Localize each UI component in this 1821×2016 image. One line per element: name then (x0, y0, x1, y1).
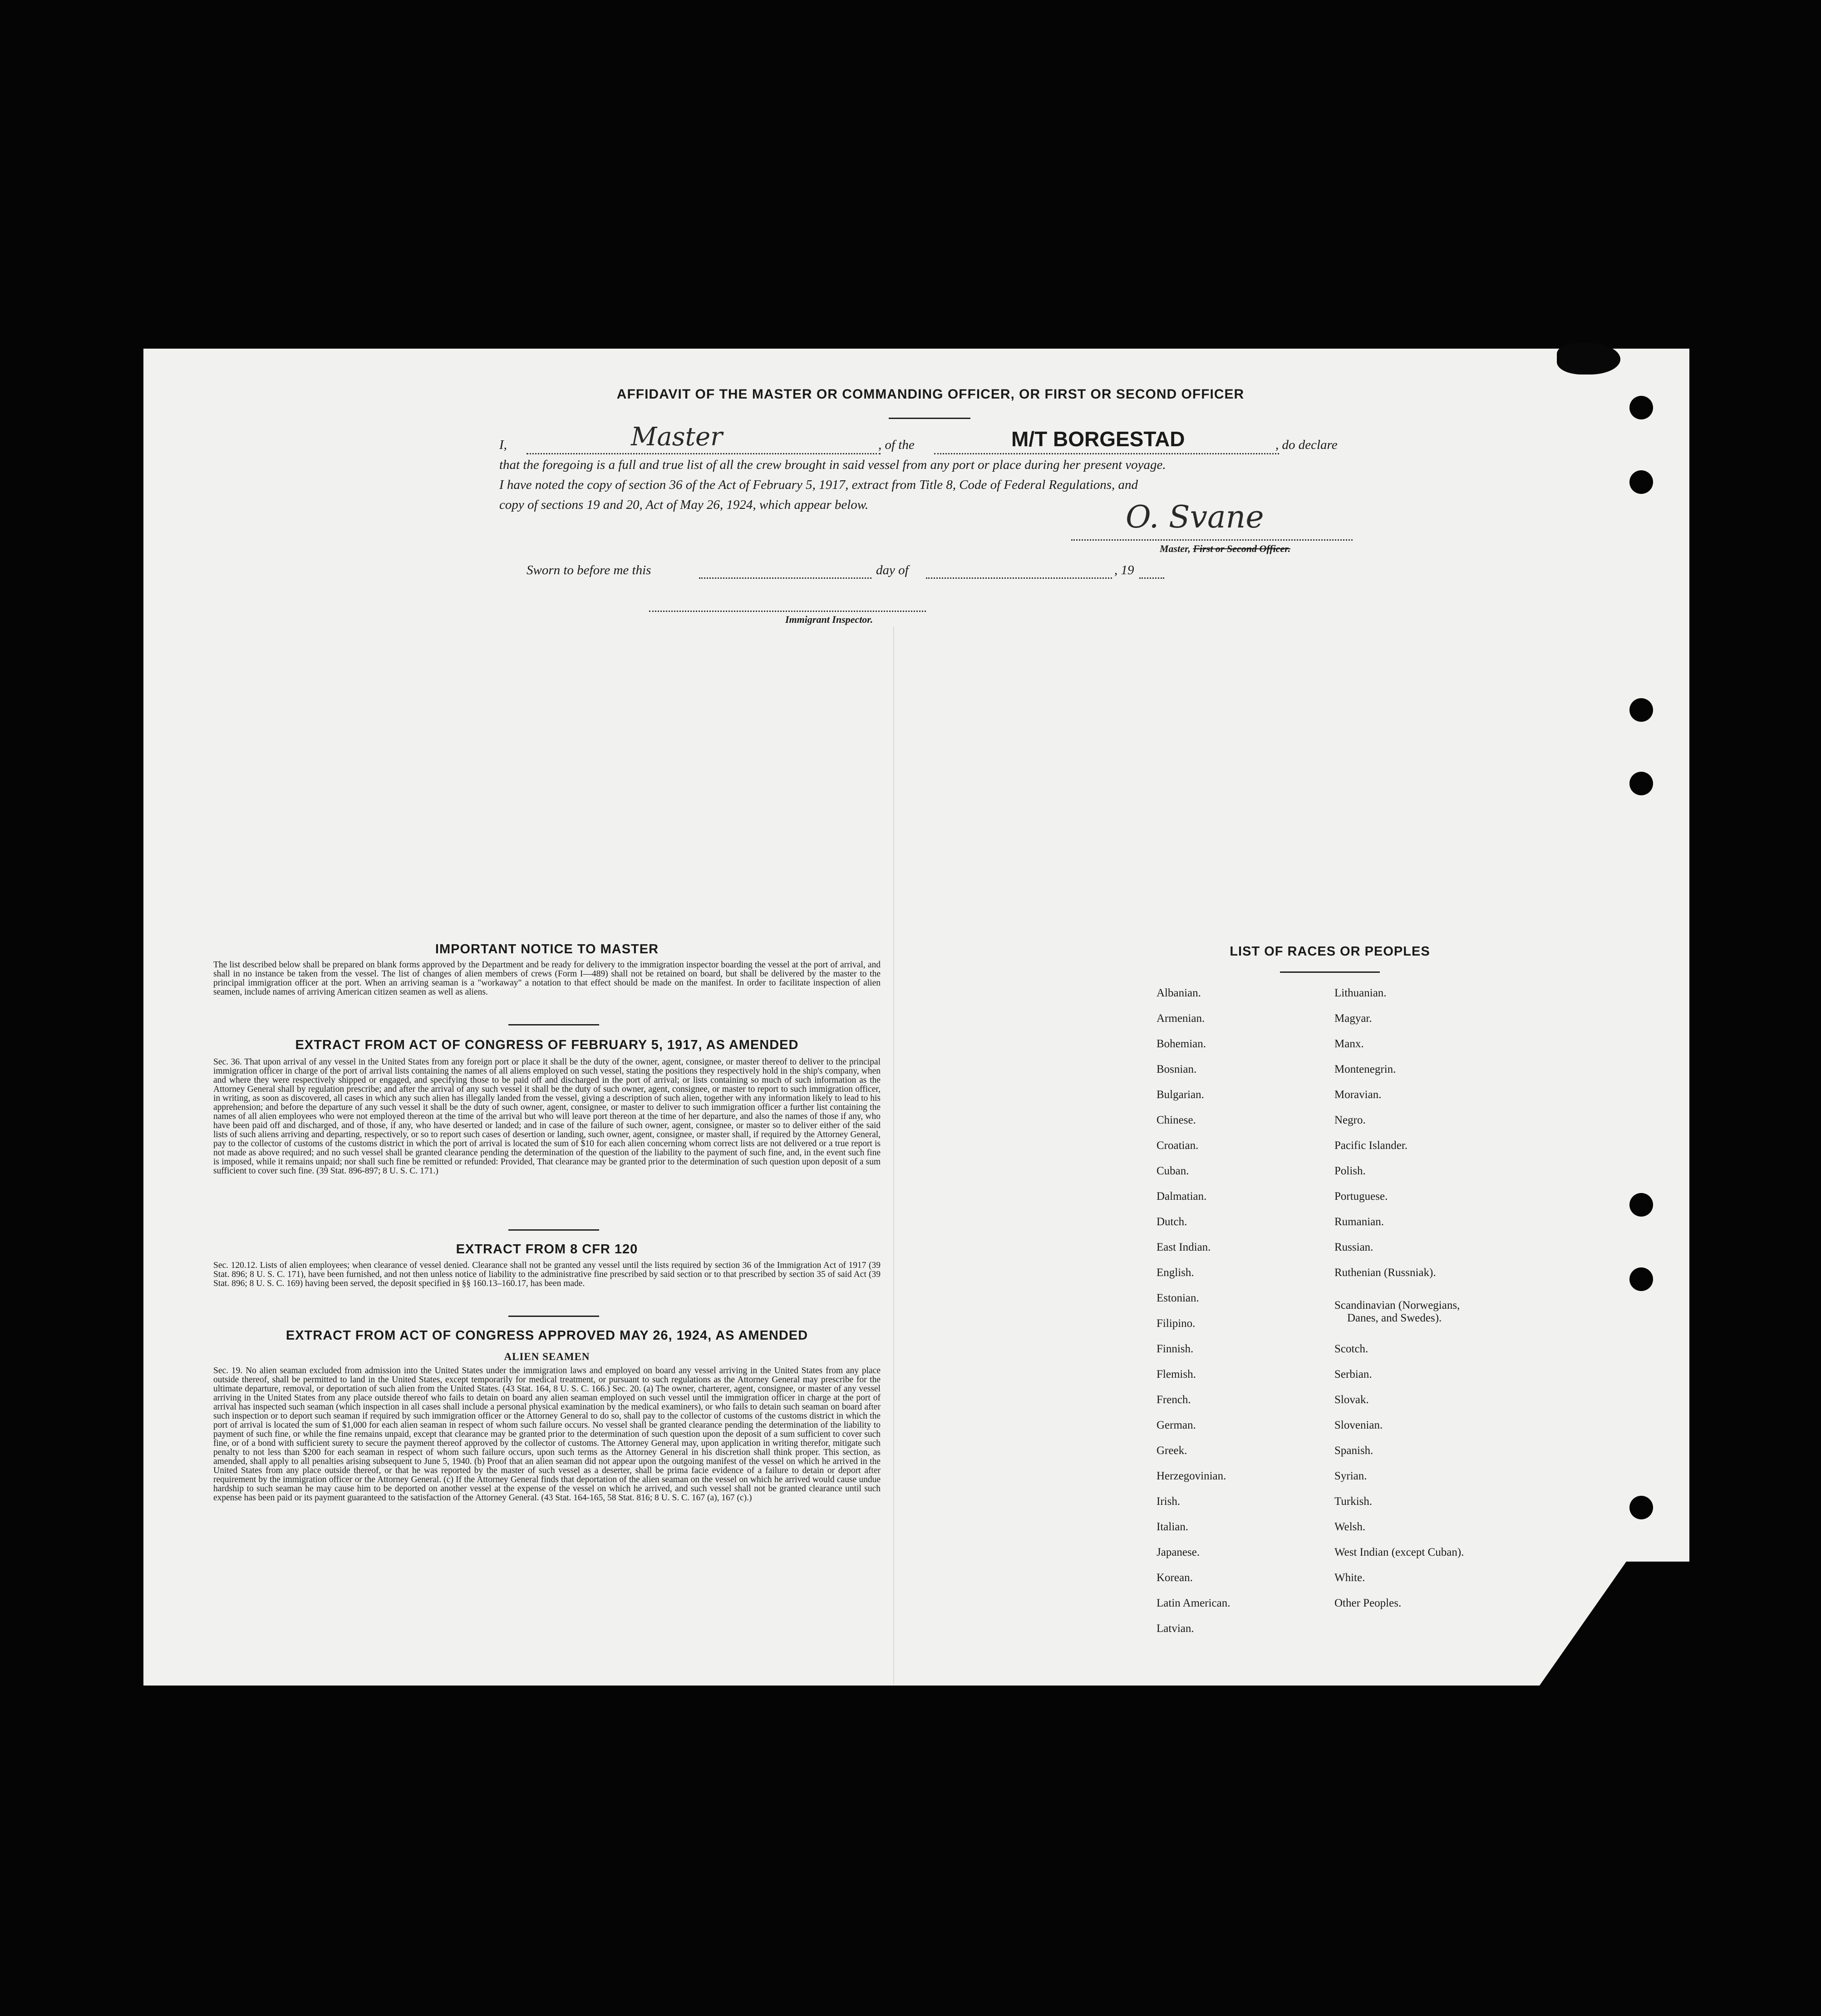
center-fold (893, 626, 894, 1684)
race-item: Montenegrin. (1334, 1063, 1396, 1075)
inspector-label: Immigrant Inspector. (785, 614, 873, 625)
race-item: Moravian. (1334, 1089, 1382, 1101)
divider (508, 1229, 599, 1231)
race-item: Russian. (1334, 1241, 1373, 1253)
race-item: Slovenian. (1334, 1419, 1383, 1431)
race-item: Syrian. (1334, 1470, 1367, 1482)
affidavit-title: AFFIDAVIT OF THE MASTER OR COMMANDING OFFICER, OR FIRST OR SECOND OFFICER (616, 387, 1245, 402)
race-item: Latin American. (1157, 1597, 1230, 1609)
race-item: Latvian. (1157, 1622, 1194, 1635)
affidavit-line-2: that the foregoing is a full and true list of all the crew brought in said vessel from any port or place during her present voyage. (499, 458, 1166, 472)
race-item: Italian. (1157, 1521, 1189, 1533)
divider (889, 418, 970, 419)
punch-hole (1629, 1570, 1653, 1593)
signature-caption (1160, 543, 1290, 555)
race-item: Greek. (1157, 1444, 1187, 1457)
race-item: Other Peoples. (1334, 1597, 1402, 1609)
race-item: Pacific Islander. (1334, 1139, 1408, 1152)
master-signature: O. Svane (1126, 499, 1264, 535)
name-line (527, 453, 881, 454)
race-item: White. (1334, 1572, 1365, 1584)
race-item: Herzegovinian. (1157, 1470, 1226, 1482)
cfr-body: Sec. 120.12. Lists of alien employees; when clearance of vessel denied. Clearance shall not be granted any vessel until the lists required by section 36 of the Immigration Act of 1917 (39 Stat. 896; 8 U. S. C. 171), have been furnished, and not then unless notice of liability to the administrative fine prescribed by said section or to that prescribed by section 35 of said Act (39 Stat. 896; 8 U. S. C. 169) having been served, the deposit specified in §§ 160.13–160.17, has been made. (213, 1261, 881, 1288)
vessel-name-stamp: M/T BORGESTAD (1011, 427, 1185, 451)
affidavit-i: I, (499, 438, 507, 452)
handwritten-master: Master (631, 422, 723, 452)
race-item: Welsh. (1334, 1521, 1366, 1533)
divider (508, 1024, 599, 1025)
notice-title: IMPORTANT NOTICE TO MASTER (435, 942, 659, 956)
notice-body: The list described below shall be prepared on blank forms approved by the Department and be ready for delivery to the immigration inspector boarding the vessel at the port of arrival, and shall in no instance be taken from the vessel. The list of changes of alien members of crews (Form I—489) shall not be retained on board, but shall be delivered by the master to the principal immigration officer at the port. When an arriving seaman is a "workaway" a notation to that effect should be made on the manifest. In order to facilitate inspection of alien seamen, include names of arriving American citizen seamen as well as aliens. (213, 960, 881, 997)
month-line (926, 577, 1112, 579)
race-item: Magyar. (1334, 1012, 1372, 1025)
race-item: Scandinavian (Norwegians, (1334, 1299, 1460, 1311)
vessel-line (934, 453, 1279, 454)
race-item: Irish. (1157, 1495, 1181, 1508)
punch-hole (1629, 698, 1653, 722)
year-line (1139, 577, 1164, 579)
extract-1924-title: EXTRACT FROM ACT OF CONGRESS APPROVED MAY 26, 1924, AS AMENDED (285, 1328, 808, 1343)
race-item: Dalmatian. (1157, 1190, 1207, 1203)
affidavit-line-4: copy of sections 19 and 20, Act of May 26, 1924, which appear below. (499, 498, 869, 512)
inspector-line (649, 611, 926, 612)
sig-label-struck: First or Second Officer. (1193, 543, 1291, 554)
extract-1924-body: Sec. 19. No alien seaman excluded from admission into the United States under the immigration laws and employed on board any vessel arriving in the United States from any place outside thereof, shall be permitted to land in the United States, except temporarily for medical treatment, or pursuant to such regulations as the Attorney General may prescribe for the ultimate departure, removal, or deportation of such alien from the United States. (43 Stat. 164, 8 U. S. C. 166.) Sec. 20. (a) The owner, charterer, agent, consignee, or master of any vessel arriving in the United States from any place outside thereof who fails to detain on board any alien seaman employed on such vessel until the immigration officer in charge at the port of arrival has inspected such seaman (which inspection in all cases shall include a personal physical examination by the medical examiners), or who fails to detain such seaman on board after such inspection or to deport such seaman if required by such immigration officer or the Attorney General to do so, shall pay to the collector of customs of the customs district in which the port of arrival is located the sum of $1,000 for each alien seaman in respect of whom such failure occurs. No vessel shall be granted clearance pending the determination of the liability to payment of such fine, or while the fine remains unpaid, except that clearance may be granted prior to the determination of such question upon the deposit of a sum sufficient to cover such fine, or of a bond with sufficient surety to secure the payment thereof approved by the collector of customs. The Attorney General may, upon application in writing therefor, mitigate such penalty to not less than $200 for each seaman in respect of whom such failure occurs, upon such terms as the Attorney General in his discretion shall think proper. This section, as amended, shall apply to all penalties arising subsequent to June 5, 1940. (b) Proof that an alien seaman did not appear upon the outgoing manifest of the vessel on which he arrived in the United States from any place outside thereof, or that he was reported by the master of such vessel as a deserter, shall be prima facie evidence of a failure to detain or deport after requirement by the immigration officer or the Attorney General. (c) If the Attorney General finds that deportation of the alien seaman on the vessel on which he arrived would cause undue hardship to such seaman he may cause him to be deported on another vessel at the expense of the vessel on which he arrived, and such vessel shall not be granted clearance until such expense has been paid or its payment guaranteed to the satisfaction of the Attorney General. (43 Stat. 164-165, 58 Stat. 816; 8 U. S. C. 167 (a), 167 (c).) (213, 1366, 881, 1503)
race-item: Slovak. (1334, 1394, 1369, 1406)
race-item: Bulgarian. (1157, 1089, 1204, 1101)
race-item: French. (1157, 1394, 1191, 1406)
punch-hole (1629, 396, 1653, 419)
race-item: Manx. (1334, 1038, 1364, 1050)
race-item: Dutch. (1157, 1216, 1187, 1228)
divider (508, 1316, 599, 1317)
race-item: Estonian. (1157, 1292, 1199, 1304)
race-item: Korean. (1157, 1572, 1193, 1584)
race-item: Spanish. (1334, 1444, 1373, 1457)
cfr-title: EXTRACT FROM 8 CFR 120 (456, 1242, 638, 1257)
sworn-label: Sworn to before me this (527, 563, 651, 577)
race-item: Serbian. (1334, 1368, 1372, 1380)
race-item: Bohemian. (1157, 1038, 1206, 1050)
race-item: Croatian. (1157, 1139, 1199, 1152)
alien-seamen-subtitle: ALIEN SEAMEN (504, 1351, 590, 1362)
affidavit-of-the: , of the (878, 438, 915, 452)
race-item: Cuban. (1157, 1165, 1189, 1177)
race-item: Scotch. (1334, 1343, 1368, 1355)
extract-1917-body: Sec. 36. That upon arrival of any vessel in the United States from any foreign port or place it shall be the duty of the owner, agent, consignee, or master thereof to deliver to the principal immigration officer in charge of the port of arrival lists containing the names of all aliens employed on such vessel, stating the positions they respectively hold in the ship's company, when and where they were respectively shipped or engaged, and specifying those to be paid off and discharged in the port of arrival; or lists containing so much of such information as the Attorney General shall by regulation prescribe; and after the arrival of any such vessel it shall be the duty of such owner, agent, consignee, or master to report to such immigration officer, in writing, as soon as discovered, all cases in which any such alien has illegally landed from the vessel, giving a description of such alien, together with any information likely to lead to his apprehension; and before the departure of any such vessel it shall be the duty of such owner, agent, consignee, or master to deliver to such immigration officer a further list containing the names of all alien employees who were not employed thereon at the time of the arrival but who will leave port thereon at the time of her departure, and also the names of those if any, who have been paid off and discharged, and of those, if any, who have deserted or landed; and in case of the failure of such owner, agent, consignee, or master so to deliver either of the said lists of such aliens arriving and departing, respectively, or so to report such cases of desertion or landing, such owner, agent, consignee, or master shall, if required by the Attorney General, pay to the collector of customs of the customs district in which the port of arrival is located the sum of $10 for each alien concerning whom correct lists are not delivered or a true report is not made as above required; and no such vessel shall be granted clearance pending the determination of the question of the liability to the payment of such fine, and, in the event such fine is imposed, while it remains unpaid; nor shall such fine be remitted or refunded: Provided, That clearance may be granted prior to the determination of such question upon deposit of a sum sufficient to cover such fine. (39 Stat. 896-897; 8 U. S. C. 171.) (213, 1057, 881, 1176)
race-item: Bosnian. (1157, 1063, 1197, 1075)
sworn-date-line (699, 577, 871, 579)
race-item: Rumanian. (1334, 1216, 1384, 1228)
race-item: Danes, and Swedes). (1347, 1312, 1442, 1324)
race-item: Portuguese. (1334, 1190, 1388, 1203)
signature-line (1071, 539, 1353, 541)
race-item: Japanese. (1157, 1546, 1200, 1558)
race-item: East Indian. (1157, 1241, 1211, 1253)
race-item: Finnish. (1157, 1343, 1194, 1355)
race-item: Armenian. (1157, 1012, 1205, 1025)
race-item: Polish. (1334, 1165, 1366, 1177)
race-item: Albanian. (1157, 987, 1201, 999)
race-item: Lithuanian. (1334, 987, 1387, 999)
race-item: German. (1157, 1419, 1196, 1431)
punch-hole (1629, 1267, 1653, 1291)
punch-hole (1629, 1496, 1653, 1519)
year-label: , 19 (1114, 563, 1134, 577)
race-item: English. (1157, 1267, 1194, 1279)
day-of-label: day of (876, 563, 909, 577)
punch-hole (1629, 772, 1653, 795)
race-item: Negro. (1334, 1114, 1366, 1126)
extract-1917-title: EXTRACT FROM ACT OF CONGRESS OF FEBRUARY 5, 1917, AS AMENDED (295, 1038, 799, 1052)
race-item: Turkish. (1334, 1495, 1373, 1508)
affidavit-line-3: I have noted the copy of section 36 of the Act of February 5, 1917, extract from Title 8, Code of Federal Regulations, and (499, 478, 1138, 492)
affidavit-declare: , do declare (1275, 438, 1338, 452)
race-item: Filipino. (1157, 1317, 1196, 1330)
race-item: West Indian (except Cuban). (1334, 1546, 1464, 1558)
races-title: LIST OF RACES OR PEOPLES (1230, 944, 1430, 959)
race-item: Chinese. (1157, 1114, 1196, 1126)
ink-stain (1557, 343, 1620, 375)
punch-hole (1629, 470, 1653, 494)
race-item: Ruthenian (Russniak). (1334, 1267, 1436, 1279)
race-item: Flemish. (1157, 1368, 1196, 1380)
sig-label-master: Master, (1160, 543, 1191, 554)
divider (1280, 971, 1380, 973)
punch-hole (1629, 1193, 1653, 1217)
